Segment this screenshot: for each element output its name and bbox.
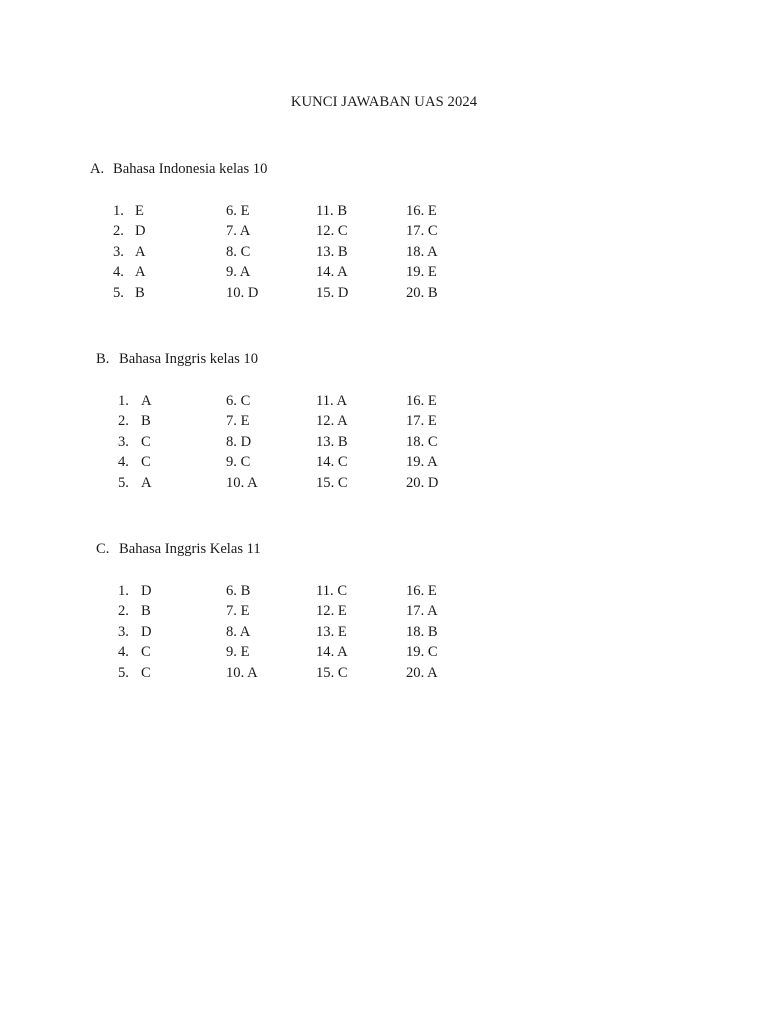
answer-letter: E [337, 603, 347, 620]
answer-letter: B [427, 623, 438, 640]
section-letter: C. [96, 541, 110, 557]
answer-letter: B [141, 413, 151, 430]
answer-letter: A [427, 603, 438, 620]
answer-letter: A [135, 243, 146, 260]
answer-number: 13. [316, 243, 335, 260]
answer-letter: B [337, 433, 348, 450]
answer-item [226, 642, 258, 662]
answer-letter: C [427, 644, 438, 661]
answer-number: 8. [226, 433, 237, 450]
section-heading [90, 160, 267, 178]
answer-column-2 [226, 201, 258, 303]
answer-letter: C [337, 454, 348, 471]
answer-number: 11. [316, 393, 334, 409]
answer-item [113, 242, 146, 262]
answer-item [406, 221, 438, 241]
answer-letter: C [141, 664, 151, 681]
answer-letter: E [427, 264, 437, 281]
answer-letter: C [141, 454, 151, 471]
answer-item [316, 242, 348, 262]
answer-letter: C [337, 583, 348, 599]
answer-letter: E [427, 413, 437, 430]
answer-item [113, 221, 146, 241]
answer-letter: B [240, 583, 251, 599]
answer-item [226, 432, 258, 452]
answer-letter: B [337, 203, 348, 219]
answer-item [226, 242, 258, 262]
answer-letter: C [240, 393, 251, 409]
answer-number: 8. [226, 243, 237, 260]
answer-item [316, 581, 348, 601]
answer-item [316, 283, 348, 303]
section-letter: B. [96, 351, 110, 367]
answer-item [226, 663, 258, 683]
answer-number: 11. [316, 583, 334, 599]
answer-number: 20. [406, 474, 425, 491]
answer-letter: C [337, 664, 348, 681]
answer-letter: D [141, 623, 152, 640]
answer-letter: E [427, 203, 437, 219]
answer-number: 16. [406, 393, 425, 409]
answer-item [316, 432, 348, 452]
answer-number: 9. [226, 454, 237, 471]
answer-letter: A [337, 413, 348, 430]
section-title: Bahasa Indonesia kelas 10 [113, 161, 268, 177]
answer-column-3 [316, 581, 348, 683]
answer-item [118, 473, 152, 493]
section-title: Bahasa Inggris kelas 10 [119, 351, 259, 367]
answer-number: 15. [316, 664, 335, 681]
answer-letter: B [337, 243, 348, 260]
answer-letter: D [337, 284, 349, 301]
answer-item [118, 391, 152, 411]
answer-item [118, 601, 152, 621]
answer-item [226, 601, 258, 621]
answer-item [316, 391, 348, 411]
answer-item [406, 663, 438, 683]
answer-item [406, 622, 438, 642]
answer-item [226, 452, 258, 472]
answer-number: 2. [118, 603, 129, 620]
answer-item [406, 601, 438, 621]
answer-letter: A [336, 393, 348, 409]
answer-number: 16. [406, 583, 425, 599]
answer-number: 6. [226, 203, 237, 219]
answer-letter: E [427, 393, 437, 409]
answer-number: 9. [226, 644, 237, 661]
answer-number: 19. [406, 454, 425, 471]
answer-column-4 [406, 581, 438, 683]
answer-number: 1. [118, 393, 129, 409]
answer-number: 3. [113, 243, 124, 260]
answer-item [316, 663, 348, 683]
answer-column-2 [226, 581, 258, 683]
answer-letter: E [240, 203, 250, 219]
answer-letter: A [239, 623, 251, 640]
answer-number: 17. [406, 603, 425, 620]
answer-letter: E [135, 203, 144, 219]
answer-letter: C [240, 454, 251, 471]
answer-letter: C [141, 644, 151, 661]
answer-number: 18. [406, 243, 425, 260]
answer-item [113, 201, 146, 221]
answer-item [118, 432, 152, 452]
section-letter: A. [90, 161, 105, 177]
answer-number: 17. [406, 413, 425, 430]
answer-item [406, 581, 438, 601]
answer-number: 2. [118, 413, 129, 430]
answer-item [316, 221, 348, 241]
answer-column-3 [316, 201, 348, 303]
answer-number: 7. [226, 223, 237, 240]
answer-letter: A [141, 474, 152, 491]
answer-number: 17. [406, 223, 425, 240]
answer-column-4 [406, 391, 438, 493]
answer-letter: C [337, 474, 348, 491]
answer-letter: D [141, 583, 152, 599]
answer-number: 15. [316, 284, 335, 301]
answer-letter: D [247, 284, 259, 301]
answer-item [406, 283, 438, 303]
answer-item [226, 473, 258, 493]
answer-item [113, 283, 146, 303]
answer-number: 4. [118, 644, 129, 661]
answer-item [406, 642, 438, 662]
answer-number: 8. [226, 623, 237, 640]
answer-number: 14. [316, 644, 335, 661]
answer-letter: A [239, 264, 251, 281]
answer-number: 15. [316, 474, 335, 491]
answer-item [406, 262, 438, 282]
answer-item [316, 473, 348, 493]
answer-column-2 [226, 391, 258, 493]
answer-item [118, 452, 152, 472]
answer-letter: D [427, 474, 439, 491]
answer-letter: C [141, 433, 151, 450]
answer-item [118, 642, 152, 662]
answer-number: 1. [118, 583, 129, 599]
answer-item [406, 411, 438, 431]
answer-item [226, 411, 258, 431]
answer-item [406, 201, 438, 221]
answer-letter: E [427, 583, 437, 599]
answer-item [118, 581, 152, 601]
answer-item [226, 221, 258, 241]
answer-number: 7. [226, 603, 237, 620]
answer-item [226, 262, 258, 282]
answer-letter: B [135, 284, 145, 301]
answer-number: 4. [118, 454, 129, 471]
answer-number: 20. [406, 284, 425, 301]
answer-letter: A [247, 474, 258, 491]
answer-letter: A [247, 664, 258, 681]
answer-letter: C [240, 243, 251, 260]
answer-column-1 [113, 201, 146, 303]
answer-item [316, 601, 348, 621]
answer-number: 12. [316, 223, 335, 240]
answer-letter: E [240, 644, 250, 661]
answer-item [118, 411, 152, 431]
answer-letter: C [427, 223, 438, 240]
answer-number: 18. [406, 623, 425, 640]
answer-number: 10. [226, 474, 245, 491]
answer-number: 16. [406, 203, 425, 219]
answer-number: 9. [226, 264, 237, 281]
answer-item [226, 391, 258, 411]
answer-letter: E [337, 623, 347, 640]
answer-item [226, 283, 258, 303]
answer-letter: A [239, 223, 251, 240]
answer-letter: C [427, 433, 438, 450]
answer-letter: B [427, 284, 438, 301]
answer-column-1 [118, 581, 152, 683]
answer-item [113, 262, 146, 282]
answer-letter: B [141, 603, 151, 620]
section-title: Bahasa Inggris Kelas 11 [119, 541, 261, 557]
answer-letter: A [135, 264, 146, 281]
answer-letter: A [337, 644, 348, 661]
answer-number: 3. [118, 433, 129, 450]
answer-letter: A [427, 243, 438, 260]
answer-number: 5. [113, 284, 124, 301]
answer-number: 19. [406, 264, 425, 281]
answer-letter: A [427, 664, 438, 681]
answer-letter: A [337, 264, 348, 281]
answer-column-3 [316, 391, 348, 493]
answer-number: 13. [316, 623, 335, 640]
answer-item [226, 622, 258, 642]
answer-column-1 [118, 391, 152, 493]
answer-number: 14. [316, 264, 335, 281]
answer-column-4 [406, 201, 438, 303]
answer-number: 2. [113, 223, 124, 240]
answer-number: 7. [226, 413, 237, 430]
answer-letter: E [240, 603, 250, 620]
answer-item [406, 432, 438, 452]
answer-number: 5. [118, 664, 129, 681]
answer-number: 10. [226, 664, 245, 681]
answer-item [406, 473, 438, 493]
answer-number: 19. [406, 644, 425, 661]
answer-number: 10. [226, 284, 245, 301]
answer-letter: D [240, 433, 252, 450]
answer-number: 6. [226, 393, 237, 409]
answer-number: 14. [316, 454, 335, 471]
answer-number: 18. [406, 433, 425, 450]
answer-item [226, 581, 258, 601]
answer-item [406, 242, 438, 262]
answer-item [316, 411, 348, 431]
answer-item [316, 642, 348, 662]
answer-item [226, 201, 258, 221]
answer-number: 11. [316, 203, 334, 219]
answer-item [316, 262, 348, 282]
answer-item [316, 622, 348, 642]
answer-item [118, 663, 152, 683]
answer-item [316, 201, 348, 221]
answer-number: 4. [113, 264, 124, 281]
answer-item [118, 622, 152, 642]
answer-number: 13. [316, 433, 335, 450]
section-heading [96, 540, 261, 558]
answer-letter: C [337, 223, 348, 240]
document-title: KUNCI JAWABAN UAS 2024 [290, 94, 478, 110]
answer-number: 6. [226, 583, 237, 599]
answer-item [406, 391, 438, 411]
answer-number: 1. [113, 203, 124, 219]
answer-item [316, 452, 348, 472]
section-heading [96, 350, 258, 368]
answer-letter: A [427, 454, 438, 471]
answer-item [406, 452, 438, 472]
answer-number: 12. [316, 413, 335, 430]
answer-number: 3. [118, 623, 129, 640]
answer-letter: E [240, 413, 250, 430]
answer-letter: A [141, 393, 152, 409]
answer-number: 12. [316, 603, 335, 620]
answer-letter: D [135, 223, 146, 240]
answer-number: 20. [406, 664, 425, 681]
answer-number: 5. [118, 474, 129, 491]
